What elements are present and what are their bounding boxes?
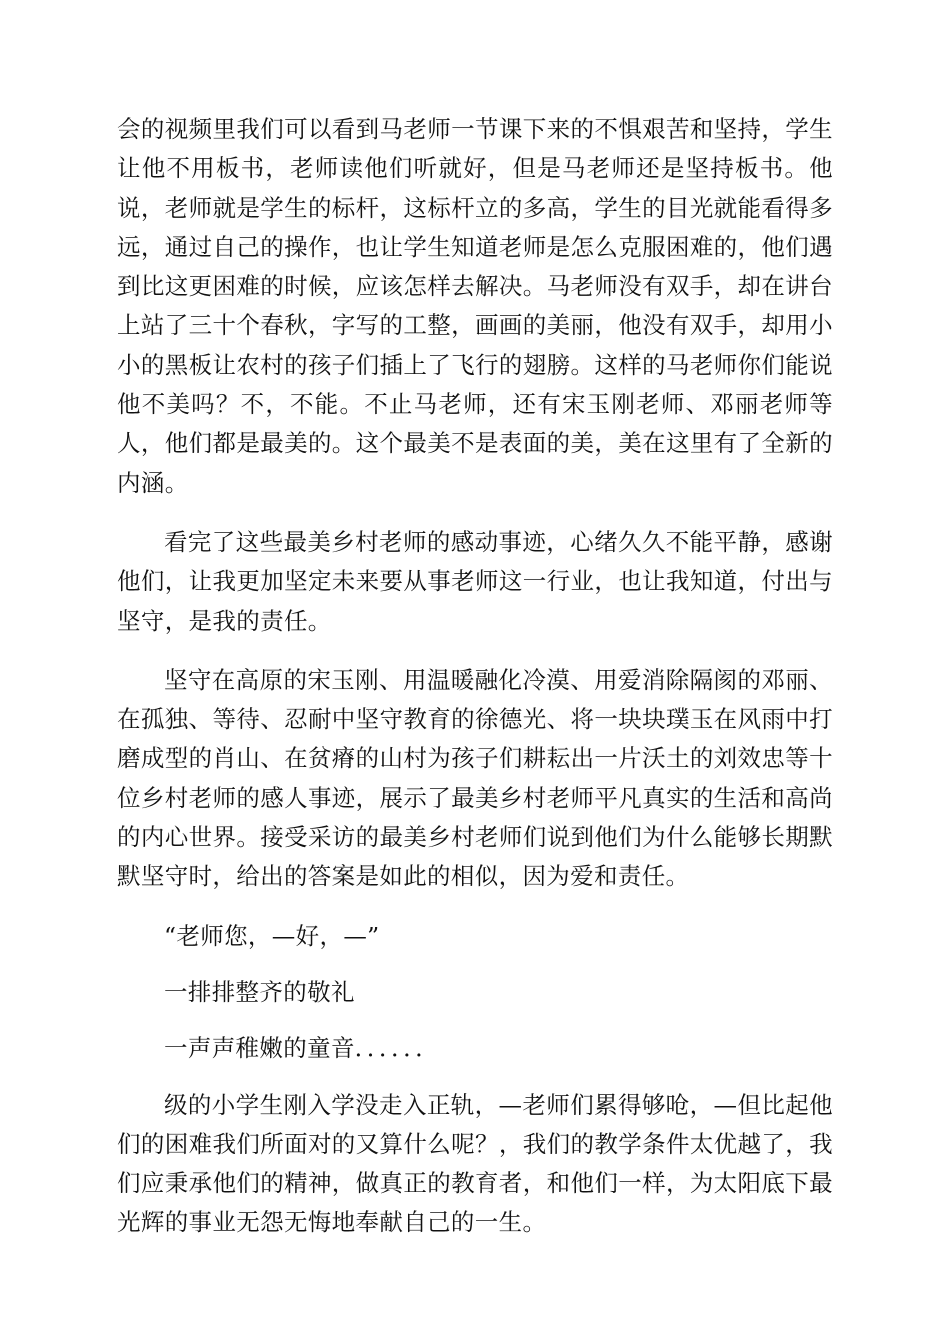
paragraph-conclusion: 级的小学生刚入学没走入正轨，—老师们累得够呛，—但比起他们的困难我们所面对的又算什么呢？，我们的教学条件太优越了，我们应秉承他们的精神，做真正的教育者，和他们一样，为太阳底下最光辉的事业无怨无悔地奉献自己的一生。	[117, 1090, 833, 1237]
paragraph-reflection: 看完了这些最美乡村老师的感动事迹，心绪久久不能平静，感谢他们，让我更加坚定未来要从事老师这一行业，也让我知道，付出与坚守，是我的责任。	[117, 527, 833, 635]
paragraph-voices: 一声声稚嫩的童音．．．．．．	[164, 1034, 440, 1063]
paragraph-greeting: “老师您，—好，—”	[164, 921, 380, 950]
paragraph-ten-teachers: 坚守在高原的宋玉刚、用温暖融化冷漠、用爱消除隔阂的邓丽、在孤独、等待、忍耐中坚守教育的徐德光、将一块块璞玉在风雨中打磨成型的肖山、在贫瘠的山村为孩子们耕耘出一片沃土的刘效忠等十位乡村老师的感人事迹，展示了最美乡村老师平凡真实的生活和高尚的内心世界。接受采访的最美乡村老师们说到他们为什么能够长期默默坚守时，给出的答案是如此的相似，因为爱和责任。	[117, 665, 833, 891]
paragraph-salute: 一排排整齐的敬礼	[164, 977, 355, 1006]
paragraph-teacher-ma: 会的视频里我们可以看到马老师一节课下来的不惧艰苦和坚持，学生让他不用板书，老师读他们听就好，但是马老师还是坚持板书。他说，老师就是学生的标杆，这标杆立的多高，学生的目光就能看得多远，通过自己的操作，也让学生知道老师是怎么克服困难的，他们遇到比这更困难的时候，应该怎样去解决。马老师没有双手，却在讲台上站了三十个春秋，字写的工整，画画的美丽，他没有双手，却用小小的黑板让农村的孩子们插上了飞行的翅膀。这样的马老师你们能说他不美吗？不，不能。不止马老师，还有宋玉刚老师、邓丽老师等人，他们都是最美的。这个最美不是表面的美，美在这里有了全新的内涵。	[117, 115, 833, 497]
document-body	[117, 110, 833, 1263]
